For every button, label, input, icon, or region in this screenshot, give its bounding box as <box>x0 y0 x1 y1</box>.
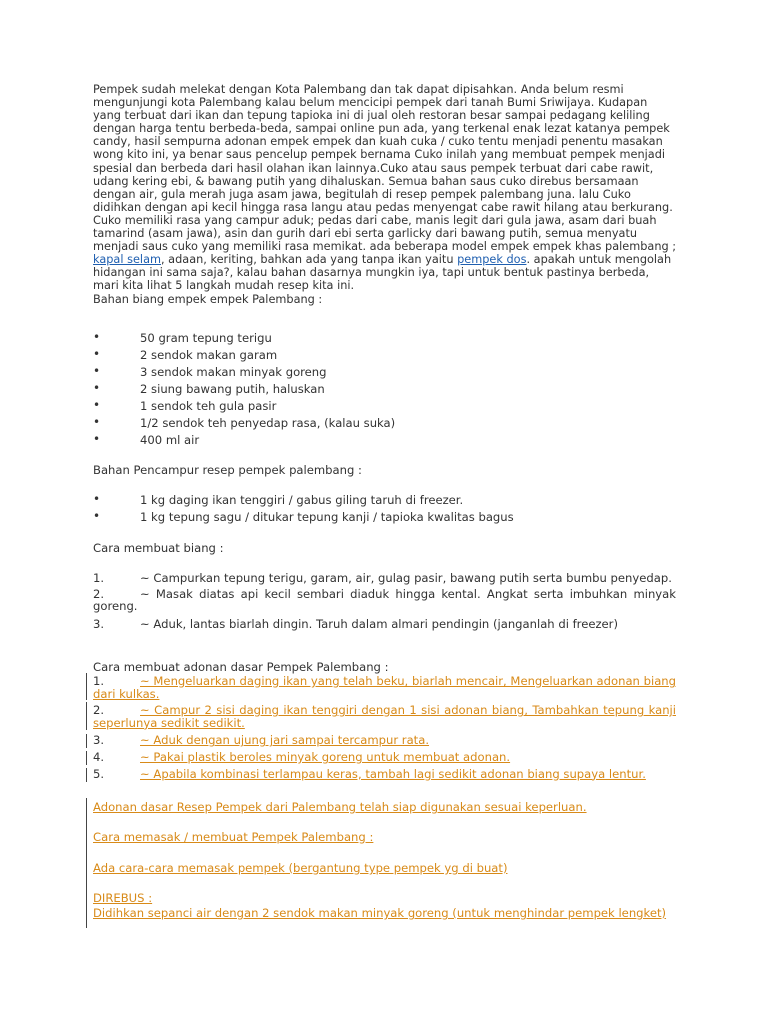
cara-biang-heading: Cara membuat biang : <box>93 541 224 555</box>
revision-bar <box>86 768 87 782</box>
revision-bar <box>86 702 87 730</box>
step-item: 1. ~ Mengeluarkan daging ikan yang telah beku, biarlah mencair, Mengeluarkan adonan biang dari kulkas. <box>93 674 676 701</box>
list-item: • 1 kg tepung sagu / ditukar tepung kanji / tapioka kwalitas bagus <box>93 509 514 524</box>
step-item: 2. ~ Masak diatas api kecil sembari diaduk hingga kental. Angkat serta imbuhkan minyak goreng. <box>93 586 676 613</box>
adonan-siap-paragraph: Adonan dasar Resep Pempek dari Palembang telah siap digunakan sesuai keperluan. <box>93 800 587 814</box>
step-number: 1. <box>93 674 105 688</box>
bullet-icon: • <box>93 492 101 506</box>
bullet-icon: • <box>93 364 101 378</box>
list-item: • 2 sendok makan garam <box>93 347 278 362</box>
step-number: 3. <box>93 733 105 748</box>
list-item: • 2 siung bawang putih, haluskan <box>93 381 325 396</box>
direbus-heading: DIREBUS : <box>93 891 153 905</box>
list-item: • 1 sendok teh gula pasir <box>93 398 277 413</box>
revision-bar <box>86 798 87 928</box>
list-item: • 3 sendok makan minyak goreng <box>93 364 327 379</box>
bullet-icon: • <box>93 415 101 429</box>
bullet-icon: • <box>93 398 101 412</box>
kapal-selam-link[interactable]: kapal selam <box>93 253 161 267</box>
step-item: 3. ~ Aduk, lantas biarlah dingin. Taruh dalam almari pendingin (janganlah di freezer) <box>93 616 618 631</box>
intro-text-1: Pempek sudah melekat dengan Kota Palembang dan tak dapat dipisahkan. Anda belum resmi mengunjungi kota Palembang kalau belum mencicipi pempek dari tanah Bumi Sriwijaya. Kudapan yang terbuat dari ikan dan tepung tapioka ini di jual oleh restoran besar sampai pedagang keliling dengan harga tentu berbeda-beda, sampai online pun ada, yang terkenal enak lezat katanya pempek candy, hasil sempurna adonan empek empek dan kuah cuka / cuko tentu menjadi penentu masakan wong kito ini, ya benar saus pencelup pempek bernama Cuko inilah yang membuat pempek menjadi spesial dan berbeda dari hasil olahan ikan lainnya.Cuko atau saus pempek terbuat dari cabe rawit, udang kering ebi, & bawang putih yang dihaluskan. Semua bahan saus cuko direbus bersamaan dengan air, gula merah juga asam jawa, begitulah di resep pempek palembang juna. lalu Cuko didihkan dengan api kecil hingga rasa langu atau pedas menyengat cabe rawit hilang atau berkurang. Cuko memiliki rasa yang campur aduk; pedas dari cabe, manis legit dari gula jawa, asam dari buah tamarind (asam jawa), asin dan gurih dari ebi serta garlicky dari bawang putih, semua menyatu menjadi saus cuko yang memiliki rasa memikat. ada beberapa model empek empek khas palembang ; <box>93 83 677 254</box>
biang-ingredients-heading: Bahan biang empek empek Palembang : <box>93 292 323 306</box>
step-item: 3. ~ Aduk dengan ujung jari sampai tercampur rata. <box>93 733 430 748</box>
bullet-icon: • <box>93 381 101 395</box>
step-number: 1. <box>93 571 105 585</box>
cara-adonan-heading: Cara membuat adonan dasar Pempek Palembang : <box>93 660 389 674</box>
bullet-icon: • <box>93 347 101 361</box>
direbus-paragraph: Didihkan sepanci air dengan 2 sendok makan minyak goreng (untuk menghindar pempek lengket) <box>93 906 667 920</box>
revision-bar <box>86 673 87 700</box>
list-item: • 1 kg daging ikan tenggiri / gabus giling taruh di freezer. <box>93 492 464 507</box>
step-item: 1. ~ Campurkan tepung terigu, garam, air, gulag pasir, bawang putih serta bumbu penyedap. <box>93 571 672 585</box>
step-number: 3. <box>93 616 105 631</box>
cara-adonan-steps <box>93 675 676 780</box>
pencampur-ingredients-list <box>93 493 683 527</box>
intro-text-2: , adaan, keriting, bahkan ada yang tanpa ikan yaitu <box>161 253 458 267</box>
revision-bar <box>86 734 87 748</box>
cara-biang-steps <box>93 572 676 630</box>
step-item: 5. ~ Apabila kombinasi terlampau keras, tambah lagi sedikit adonan biang supaya lentur. <box>93 766 646 781</box>
revision-bar <box>86 751 87 765</box>
intro-paragraph <box>93 83 678 306</box>
step-number: 5. <box>93 766 105 781</box>
bullet-icon: • <box>93 330 101 344</box>
bullet-icon: • <box>93 509 101 523</box>
step-number: 2. <box>93 703 105 718</box>
cara-memasak-heading: Cara memasak / membuat Pempek Palembang : <box>93 830 374 844</box>
step-number: 2. <box>93 586 105 601</box>
pencampur-heading: Bahan Pencampur resep pempek palembang : <box>93 463 362 477</box>
bullet-icon: • <box>93 432 101 446</box>
list-item: • 1/2 sendok teh penyedap rasa, (kalau suka) <box>93 415 396 430</box>
biang-ingredients-list <box>93 331 683 450</box>
ada-cara-paragraph: Ada cara-cara memasak pempek (bergantung type pempek yg di buat) <box>93 861 508 875</box>
pempek-dos-link[interactable]: pempek dos <box>457 253 527 267</box>
list-item: • 50 gram tepung terigu <box>93 330 272 345</box>
list-item: • 400 ml air <box>93 432 200 447</box>
step-item: 4. ~ Pakai plastik beroles minyak goreng untuk membuat adonan. <box>93 749 511 764</box>
step-item: 2. ~ Campur 2 sisi daging ikan tenggiri dengan 1 sisi adonan biang, Tambahkan tepung kanji seperlunya sedikit sedikit. <box>93 703 676 730</box>
step-number: 4. <box>93 749 105 764</box>
intro-text-3: . apakah untuk mengolah hidangan ini sama saja?, kalau bahan dasarnya mungkin iya, tapi untuk bentuk pastinya berbeda, mari kita lihat 5 langkah mudah resep kita ini. <box>93 253 672 293</box>
